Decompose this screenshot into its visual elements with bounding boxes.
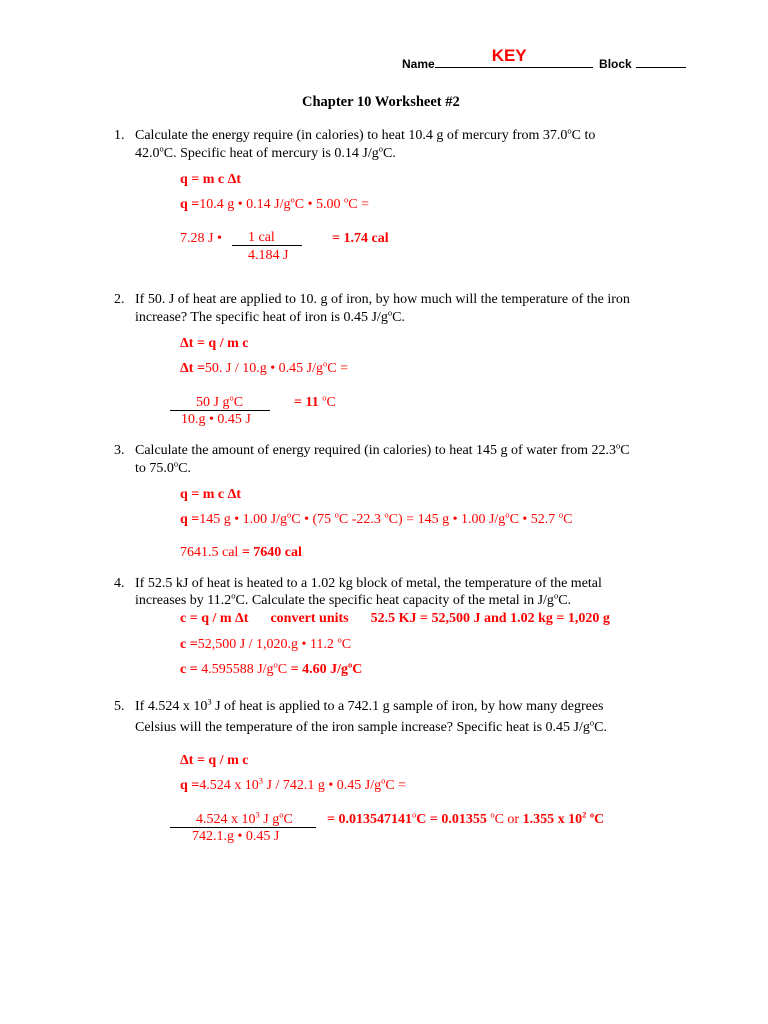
q3-substitution: q =145 g • 1.00 $J/g^oC$ • (75 $^o$C -22.3 $^o$C) = 145 g • 1.00 $J/g^oC$ • 52.7 $^o$C: [180, 509, 573, 527]
q4-formula: c = q / m Δt convert units 52.5 KJ = 52,500 J and 1.02 kg = 1,020 g: [180, 611, 610, 626]
q5-substitution: q =4.524 x $10^3$ J / 742.1 g • 0.45 $J/g^oC$ =: [180, 775, 407, 793]
q2-formula: Δt = q / m c: [180, 336, 249, 351]
q1-conversion-left: 7.28 J •: [180, 231, 222, 246]
q2-substitution: Δt =50. J / 10.g • 0.45 $J/g^oC$ =: [180, 358, 348, 376]
q2-fraction-denominator: 10.g • 0.45 J: [181, 412, 251, 427]
q5-answer: = $0.013547141^oC = 0.01355$ $^o$C or 1.355 x $10^2$ $^o$C: [327, 809, 605, 827]
block-label: Block: [599, 57, 632, 71]
q3-number: 3.: [114, 443, 125, 458]
q1-substitution: q =10.4 g • 0.14 $J/g^oC$ • 5.00 $^o$C =: [180, 194, 369, 212]
name-label-text: Name: [402, 57, 435, 71]
q1-answer: = 1.74 cal: [332, 231, 389, 246]
q5-line1: If 4.524 x $10^3$ J of heat is applied to a 742.1 g sample of iron, by how many degrees: [135, 696, 604, 714]
q2-fraction-bar: [170, 410, 270, 411]
q4-line1: If 52.5 kJ of heat is heated to a 1.02 kg block of metal, the temperature of the metal: [135, 576, 602, 591]
name-field-line: [435, 46, 593, 68]
q2-fraction-numerator: 50 J $g^oC$: [196, 392, 244, 410]
q1-number: 1.: [114, 128, 125, 143]
q5-number: 5.: [114, 699, 125, 714]
q2-number: 2.: [114, 292, 125, 307]
q2-answer: = 11 $^o$C: [294, 392, 336, 410]
q2-line2: increase? The specific heat of iron is 0.45 $J/g^oC$.: [135, 307, 405, 325]
q3-line1: Calculate the amount of energy required (in calories) to heat 145 g of water from 22.3$^o$C: [135, 440, 630, 458]
worksheet-title: Chapter 10 Worksheet #2: [302, 94, 460, 110]
q5-fraction-numerator: 4.524 x $10^3$ J $g^oC$: [196, 809, 293, 827]
q2-line1: If 50. J of heat are applied to 10. g of iron, by how much will the temperature of the iron: [135, 292, 630, 307]
q1-line1: Calculate the energy require (in calories) to heat 10.4 g of mercury from 37.0$^o$C to: [135, 125, 596, 143]
q3-line2: to 75.0$^o$C.: [135, 458, 191, 476]
q4-line2: increases by 11.2$^o$C. Calculate the specific heat capacity of the metal in $J/g^oC$.: [135, 590, 572, 608]
name-value-key: KEY: [491, 46, 527, 65]
block-field-line: [636, 53, 686, 68]
q5-fraction-denominator: 742.1.g • 0.45 J: [192, 829, 280, 844]
q1-conversion-denominator: 4.184 J: [248, 248, 289, 263]
q3-formula: q = m c Δt: [180, 487, 242, 502]
q5-fraction-bar: [170, 827, 316, 828]
q1-formula: q = m c Δt: [180, 172, 242, 187]
q4-number: 4.: [114, 576, 125, 591]
q5-line2: Celsius will the temperature of the iron sample increase? Specific heat is 0.45 $J/g^oC$.: [135, 717, 607, 735]
q4-result: c = 4.595588 $J/g^oC = 4.60$ $J/g^oC$: [180, 659, 363, 677]
q5-formula: Δt = q / m c: [180, 753, 249, 768]
name-label: [402, 46, 686, 72]
q1-line2: 42.0$^o$C. Specific heat of mercury is 0.14 $J/g^oC$.: [135, 143, 396, 161]
q1-conversion-numerator: 1 cal: [248, 230, 275, 245]
q1-fraction-bar: [232, 245, 302, 246]
q3-result: 7641.5 cal = 7640 cal: [180, 545, 302, 560]
q4-substitution: c =52,500 J / 1,020.g • 11.2 $^o$C: [180, 634, 352, 652]
